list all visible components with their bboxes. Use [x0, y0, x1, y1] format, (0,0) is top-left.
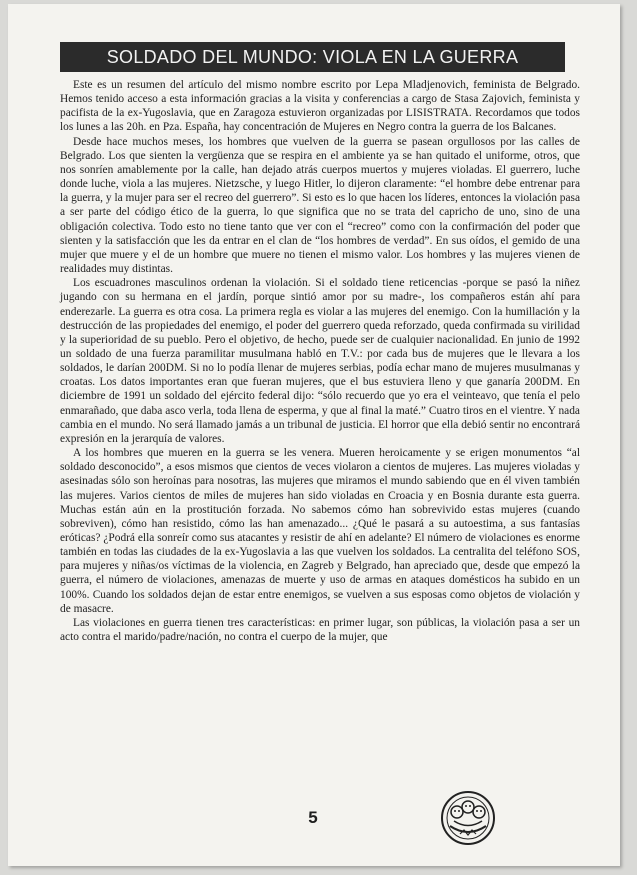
paragraph: Los escuadrones masculinos ordenan la violación. Si el soldado tiene reticencias -porque se pasó la niñez jugando con su hermana en el jardín, porque sintió amor por su madre-, los compañeros están ahí para enderezarle. La guerra es otra cosa. La primera regla es violar a las mujeres del enemigo. Con la humillación y la destrucción de las propiedades del enemigo, el poder del guerrero queda reforzado, queda confirmada su virilidad y la superioridad de su pueblo. Pero el objetivo, de hecho, puede ser de cualquier nacionalidad. En junio de 1992 un soldado de una fuerza paramilitar musulmana habló en T.V.: por cada bus de mujeres que le llevara a los soldados, le darían 200DM. Si no lo podía llenar de mujeres serbias, podía echar mano de mujeres musulmanas y croatas. Los datos importantes eran que fueran mujeres, que el bus estuviera lleno y que ganaría 200DM. En diciembre de 1991 un soldado del ejército federal dijo: “sólo recuerdo que yo era el veinteavo, que tenía el pelo enmarañado, que daba asco verla, toda llena de esperma, y que al final la maté.” Cuatro tiros en el vientre. Y nada cambia en el mundo. No será llamado jamás a un tribunal de justicia. El horror que ella debió sentir no encontrará expresión en la jerarquía de valores.	[60, 277, 580, 445]
round-badge-faces-logo-icon	[440, 790, 496, 846]
document-page	[8, 4, 620, 866]
page-number: 5	[308, 808, 318, 827]
paragraph: A los hombres que mueren en la guerra se les venera. Mueren heroicamente y se erigen monumentos “al soldado desconocido”, a esos mismos que cientos de veces violaron a cientos de mujeres. Las mujeres violadas y asesinadas sólo son heroínas para nosotras, las mujeres que miramos el mundo sabiendo que en él viven también las mujeres. Varios cientos de miles de mujeres han sido violadas en Croacia y en Bosnia durante esta guerra. Muchas están aún en la prostitución forzada. No sabemos cómo han sobrevivido estas mujeres (cuando sobreviven), cómo han resistido, cómo las han amenazado... ¿Qué le pasará a su autoestima, a sus fantasías eróticas? ¿Podrá ella sonreír como sus atacantes y resistir de ahí en adelante? El número de violaciones es enorme también en todas las ciudades de la ex-Yugoslavia a las que vuelven los soldados. La centralita del teléfono SOS, para mujeres y niñas/os víctimas de la violencia, en Zagreb y Belgrado, han apreciado que, desde que empezó la guerra, el número de violaciones, amenazas de muerte y uso de armas en ataques domésticos ha subido en un 100%. Cuando los soldados dejan de estar entre enemigos, se vuelven a sus esposas como objetos de violación y de masacre.	[60, 447, 580, 615]
paragraph: Este es un resumen del artículo del mismo nombre escrito por Lepa Mladjenovich, feminista de Belgrado. Hemos tenido acceso a esta información gracias a la visita y conferencias a cargo de Stasa Zajovich, feminista y pacifista de la ex-Yugoslavia, que en Zaragoza estuvieron organizadas por LISISTRATA. Recordamos que todos los lunes a las 20h. en Pza. España, hay concentración de Mujeres en Negro contra la guerra de los Balcanes.	[60, 79, 580, 134]
page-title: SOLDADO DEL MUNDO: VIOLA EN LA GUERRA	[60, 42, 565, 72]
article-body	[60, 78, 580, 644]
paragraph: Las violaciones en guerra tienen tres características: en primer lugar, son públicas, la violación pasa a ser un acto contra el marido/padre/nación, no contra el cuerpo de la mujer, que	[60, 616, 580, 644]
paragraph: Desde hace muchos meses, los hombres que vuelven de la guerra se pasean orgullosos por las calles de Belgrado. Los que sienten la vergüenza que se respira en el ambiente ya se han quitado el uniforme, otros, que nos sonríen amablemente por la calle, han dejado atrás cuerpos muertos y mujeres violadas. El guerrero, luche donde luche, viola a las mujeres. Nietzsche, y luego Hitler, lo dijeron claramente: “el hombre debe entrenar para la guerra, y la mujer para ser el recreo del guerrero”. Si esto es lo que hacen los líderes, entonces la violación pasa a ser parte del código ético de la guerra, lo que significa que no se trata del capricho de uno, sino de una obligación colectiva. Todo esto no tiene tanto que ver con el “recreo” como con la confirmación del poder que sienten y la satisfacción que les da entrar en el clan de “los hombres de verdad”. En sus oídos, el gemido de una mujer que muere y el de un hombre que muere no tienen el mismo valor. Los hombres y las mujeres vienen de realidades muy distintas.	[60, 135, 580, 276]
